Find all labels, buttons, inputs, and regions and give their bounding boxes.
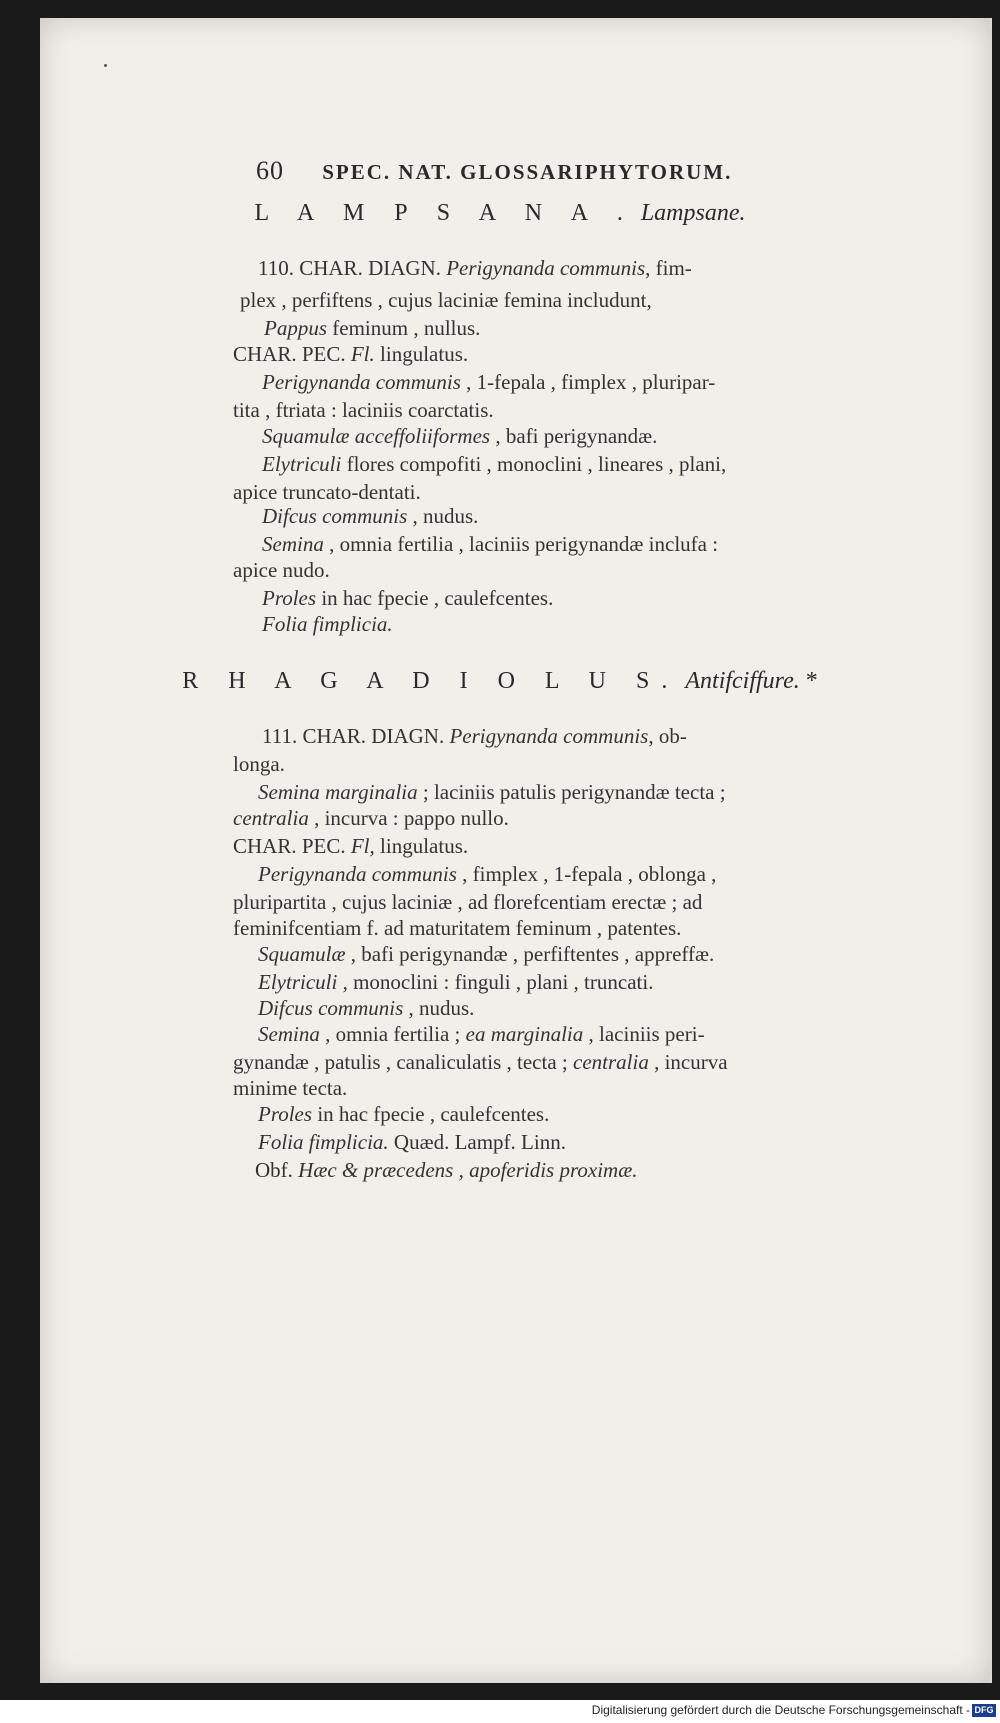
text-segment: , laciniis peri-: [583, 1022, 705, 1046]
text-line: [233, 342, 468, 367]
text-segment: Proles: [262, 586, 317, 610]
text-segment: Fl.: [350, 342, 375, 366]
text-segment: gynandæ , patulis , canaliculatis , tecta ;: [233, 1050, 573, 1074]
text-segment: Difcus communis: [258, 996, 404, 1020]
text-segment: longa.: [233, 752, 285, 776]
text-segment: feminum , nullus.: [327, 316, 481, 340]
text-segment: centralia: [233, 806, 309, 830]
text-line: [262, 724, 687, 749]
text-segment: , omnia fertilia ;: [319, 1022, 466, 1046]
text-segment: Folia fimplicia.: [258, 1130, 389, 1154]
text-segment: lingulatus.: [374, 834, 469, 858]
text-segment: Semina marginalia: [258, 780, 418, 804]
footer-bar: [0, 1700, 1000, 1723]
text-segment: Perigynanda communis: [446, 256, 646, 280]
text-line: [264, 316, 480, 341]
dfg-logo: DFG: [972, 1704, 996, 1717]
text-segment: 110. CHAR. DIAGN.: [258, 256, 447, 280]
title-french: Lampsane.: [640, 200, 746, 226]
title-french: Antifciffure.: [685, 668, 800, 694]
text-segment: apice nudo.: [233, 558, 330, 582]
text-line: [258, 1102, 549, 1127]
text-segment: Semina: [258, 1022, 320, 1046]
section-title-lampsana: [0, 200, 1000, 227]
text-line: [240, 288, 652, 313]
text-segment: Pappus: [264, 316, 327, 340]
text-line: [262, 424, 657, 449]
text-segment: Squamulæ: [258, 942, 346, 966]
text-line: [258, 942, 714, 967]
text-segment: Squamulæ acceffoliiformes: [262, 424, 491, 448]
text-line: [262, 452, 726, 477]
text-line: [262, 612, 393, 637]
text-segment: , bafi perigynandæ , perfiftentes , appreffæ.: [345, 942, 715, 966]
text-line: [233, 806, 509, 831]
text-line: [258, 1022, 705, 1047]
text-line: [233, 752, 285, 777]
text-segment: Quæd. Lampf. Linn.: [388, 1130, 566, 1154]
text-line: [233, 834, 468, 859]
text-segment: flores compofiti , monoclini , lineares , plani,: [341, 452, 727, 476]
text-segment: , nudus.: [403, 996, 475, 1020]
text-segment: Semina: [262, 532, 324, 556]
text-segment: tita , ftriata : laciniis coarctatis.: [233, 398, 494, 422]
text-segment: 111. CHAR. DIAGN.: [262, 724, 450, 748]
text-line: [262, 532, 718, 557]
text-segment: pluripartita , cujus laciniæ , ad florefcentiam erectæ ; ad: [233, 890, 703, 914]
running-head: SPEC. NAT. GLOSSARIPHYTORUM.: [322, 160, 733, 184]
text-segment: , bafi perigynandæ.: [490, 424, 658, 448]
text-segment: ea marginalia: [465, 1022, 584, 1046]
text-line: [258, 256, 692, 281]
text-line: [258, 970, 653, 995]
text-line: [262, 370, 715, 395]
text-line: [258, 996, 474, 1021]
title-latin: R H A G A D I O L U S.: [182, 668, 680, 694]
page-header: [256, 156, 796, 186]
text-segment: , monoclini : finguli , plani , truncati.: [337, 970, 654, 994]
text-segment: centralia: [573, 1050, 649, 1074]
text-segment: in hac fpecie , caulefcentes.: [312, 1102, 550, 1126]
text-segment: , 1-fepala , fimplex , pluripar-: [460, 370, 716, 394]
text-line: [233, 398, 494, 423]
text-line: [255, 1158, 637, 1183]
title-mark: *: [805, 668, 818, 694]
text-segment: , ob-: [648, 724, 687, 748]
text-segment: Difcus communis: [262, 504, 408, 528]
text-segment: Elytriculi: [262, 452, 342, 476]
text-segment: , omnia fertilia , laciniis perigynandæ inclufa :: [323, 532, 719, 556]
text-segment: in hac fpecie , caulefcentes.: [316, 586, 554, 610]
text-line: [262, 586, 553, 611]
title-latin: L A M P S A N A .: [254, 200, 635, 226]
text-segment: lingulatus.: [374, 342, 469, 366]
text-segment: apice truncato-dentati.: [233, 480, 421, 504]
text-segment: Folia fimplicia.: [262, 612, 393, 636]
text-line: [258, 1130, 566, 1155]
text-segment: Fl,: [350, 834, 375, 858]
text-segment: Elytriculi: [258, 970, 338, 994]
text-segment: , fim-: [645, 256, 692, 280]
text-line: [233, 916, 681, 941]
text-segment: , incurva : pappo nullo.: [308, 806, 509, 830]
text-line: [233, 1050, 728, 1075]
text-line: [258, 862, 716, 887]
text-segment: minime tecta.: [233, 1076, 348, 1100]
text-segment: ; laciniis patulis perigynandæ tecta ;: [417, 780, 726, 804]
text-line: [262, 504, 478, 529]
text-segment: , nudus.: [407, 504, 479, 528]
text-segment: Hæc & præcedens , apoferidis proximæ.: [298, 1158, 638, 1182]
page-number: 60: [256, 156, 284, 185]
text-segment: feminifcentiam f. ad maturitatem feminum , patentes.: [233, 916, 682, 940]
text-line: [233, 1076, 347, 1101]
text-segment: , incurva: [648, 1050, 728, 1074]
text-segment: Perigynanda communis: [258, 862, 457, 886]
text-segment: plex , perfiftens , cujus laciniæ femina includunt,: [240, 288, 652, 312]
text-segment: , fimplex , 1-fepala , oblonga ,: [456, 862, 717, 886]
text-segment: Perigynanda communis: [449, 724, 649, 748]
footer-credit: Digitalisierung gefördert durch die Deutsche Forschungsgemeinschaft -: [591, 1703, 970, 1717]
text-segment: Perigynanda communis: [262, 370, 461, 394]
text-line: [233, 890, 702, 915]
ink-dot: [104, 64, 107, 67]
text-segment: Proles: [258, 1102, 313, 1126]
text-segment: Obf.: [255, 1158, 299, 1182]
text-segment: CHAR. PEC.: [233, 834, 351, 858]
text-segment: CHAR. PEC.: [233, 342, 351, 366]
text-line: [233, 480, 421, 505]
section-title-rhagadiolus: [0, 668, 1000, 695]
text-line: [258, 780, 726, 805]
text-line: [233, 558, 330, 583]
